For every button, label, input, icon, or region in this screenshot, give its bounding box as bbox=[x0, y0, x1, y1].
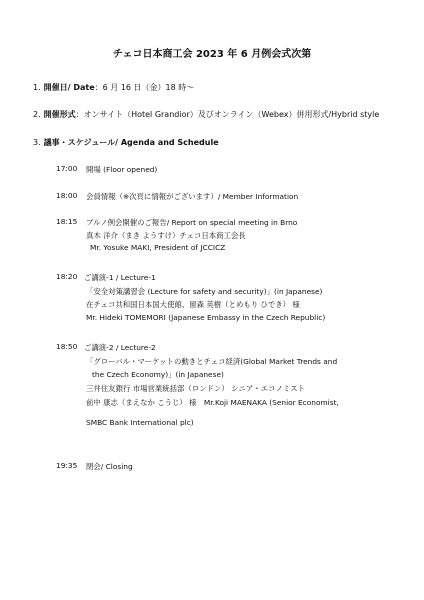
schedule-line: SMBC Bank International plc) bbox=[86, 418, 194, 427]
schedule-line: ブルノ例会開催のご報告/ Report on special meeting in Brno bbox=[86, 218, 298, 227]
schedule-line: 会員情報（※次頁に情報がございます）/ Member Information bbox=[86, 192, 299, 201]
schedule-time: 18:20 bbox=[56, 272, 78, 281]
schedule-line: 真木 洋介（まき ようすけ）チェコ日本商工会長 bbox=[86, 231, 246, 240]
schedule-line: 「安全対策講習会 (Lecture for safety and security)」(in Japanese) bbox=[86, 287, 323, 296]
schedule-time: 19:35 bbox=[56, 461, 78, 470]
page-title: チェコ日本商工会 2023 年 6 月例会式次第 bbox=[112, 49, 312, 60]
schedule-line: 閉会/ Closing bbox=[86, 462, 133, 471]
section-value: ：6 月 16 日（金）18 時～ bbox=[94, 83, 195, 92]
section-format bbox=[33, 109, 379, 120]
schedule-line: 開場 (Floor opened) bbox=[86, 165, 158, 174]
section-label: 議事・スケジュール/ Agenda and Schedule bbox=[43, 138, 219, 147]
schedule-line: ご講演-2 / Lecture-2 bbox=[84, 343, 156, 352]
section-number: 1. bbox=[33, 83, 41, 92]
schedule-line: Mr. Hideki TOMEMORI (Japanese Embassy in the Czech Republic) bbox=[86, 313, 326, 322]
schedule-line: ご講演-1 / Lecture-1 bbox=[84, 273, 156, 282]
section-label: 開催形式 bbox=[43, 110, 76, 119]
section-number: 3. bbox=[33, 138, 41, 147]
section-label: 開催日/ Date bbox=[43, 83, 95, 92]
schedule-time: 18:50 bbox=[56, 342, 78, 351]
section-agenda bbox=[33, 137, 219, 148]
schedule-line: Mr. Yosuke MAKI, President of JCCICZ bbox=[90, 243, 226, 252]
section-value: ：オンサイト（Hotel Grandior）及びオンライン（Webex）併用形式/Hybrid style bbox=[75, 110, 380, 119]
schedule-line: the Czech Economy)」(in Japanese) bbox=[92, 370, 224, 379]
section-number: 2. bbox=[33, 110, 41, 119]
section-date bbox=[33, 82, 194, 93]
schedule-line: 「グローバル・マーケットの動きとチェコ経済(Global Market Trends and bbox=[86, 357, 338, 366]
schedule-line: 在チェコ共和国日本国大使館、留森 英樹（とめもり ひでき） 様 bbox=[86, 300, 300, 309]
schedule-line: 三井住友銀行 市場営業統括部（ロンドン） シニア・エコノミスト bbox=[86, 384, 306, 393]
schedule-time: 17:00 bbox=[56, 164, 78, 173]
schedule-time: 18:15 bbox=[56, 217, 78, 226]
schedule-line: 前中 康志（まえなか こうじ） 様 Mr.Koji MAENAKA (Senior Economist, bbox=[86, 398, 339, 407]
schedule-time: 18:00 bbox=[56, 191, 78, 200]
